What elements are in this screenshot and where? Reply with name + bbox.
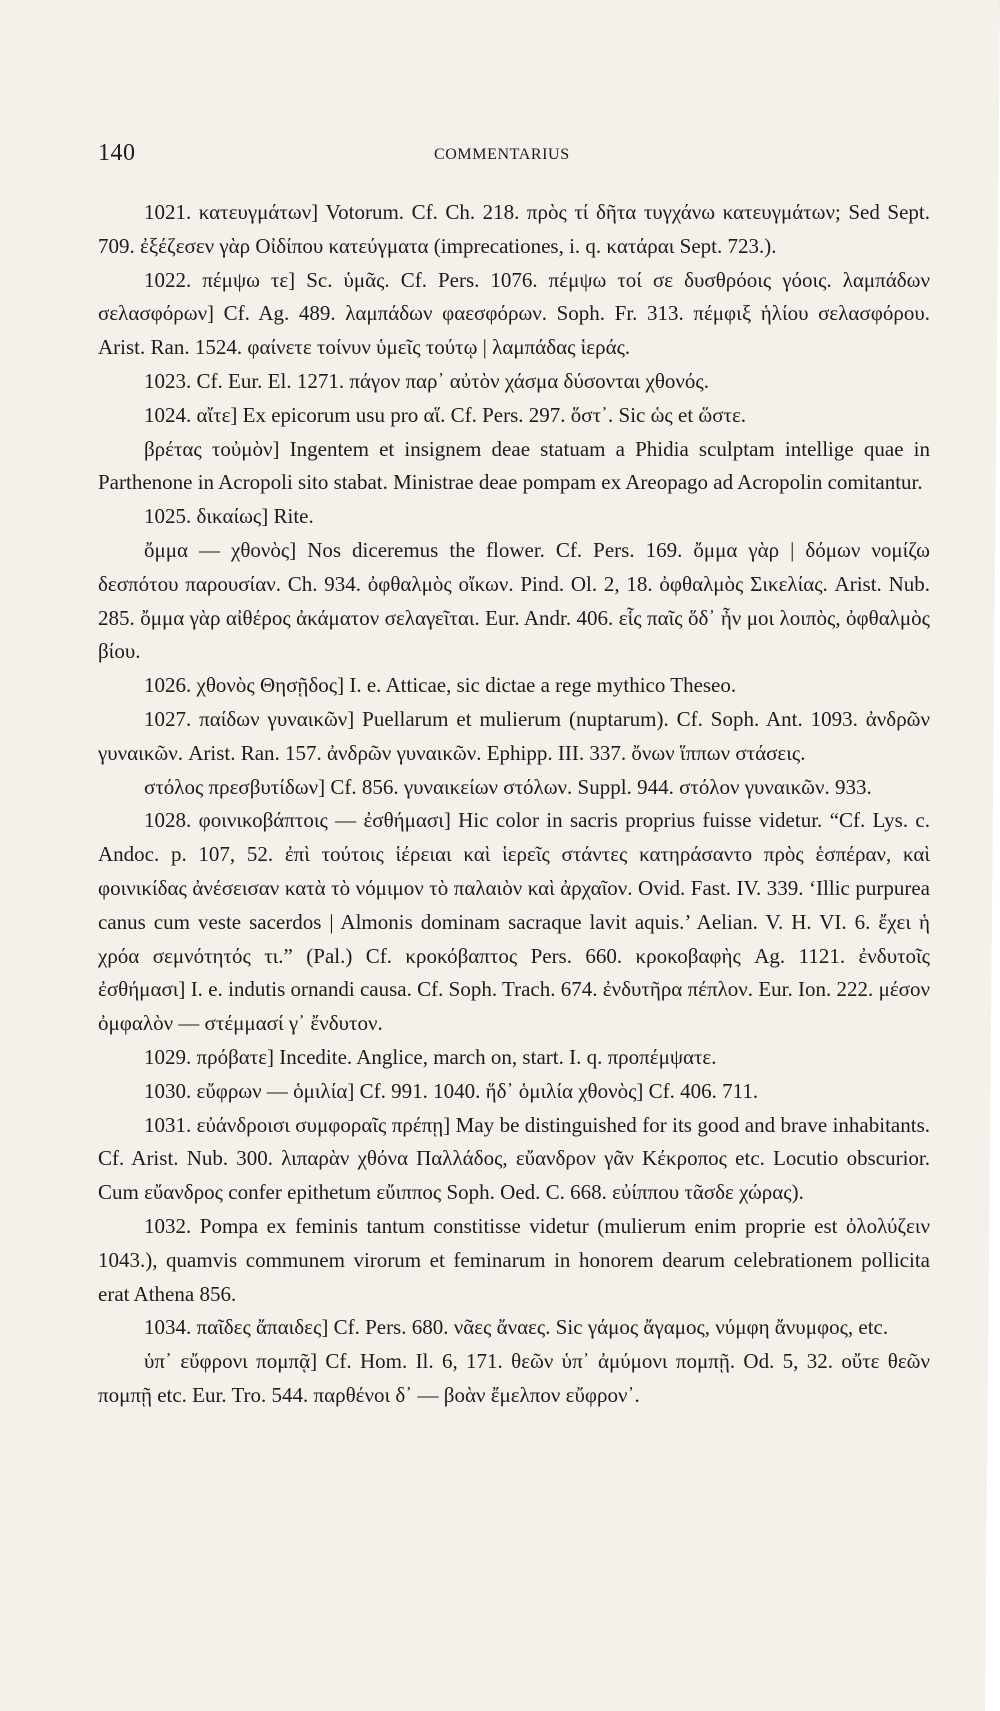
page-header — [98, 140, 898, 180]
note-1027-stolos: στόλος πρεσβυτίδων] Cf. 856. γυναικείων στόλων. Suppl. 944. στόλον γυναικῶν. 933. — [144, 774, 872, 799]
note-1034-pompa: ὑπ᾽ εὔφρονι πομπᾷ] Cf. Hom. Il. 6, 171. θεῶν ὑπ᾽ ἀμύμονι πομπῇ. Od. 5, 32. οὔτε θεῶν πομπῇ etc. Eur. Tro. 544. παρθένοι δ᾽ — βοὰν ἔμελπον εὔφρον᾽. — [98, 1349, 930, 1407]
note-1031: 1031. εὐάνδροισι συμφοραῖς πρέπῃ] May be distinguished for its good and brave inhabitants. Cf. Arist. Nub. 300. λιπαρὰν χθόνα Παλλάδος, εὔανδρον γᾶν Κέκροπος etc. Locutio obscurior. Cum εὔανδρος confer epithetum εὔιππος Soph. Oed. C. 668. εὐίππου τᾶσδε χώρας). — [98, 1112, 930, 1205]
note-1032: 1032. Pompa ex feminis tantum constitisse videtur (mulierum enim proprie est ὀλολύζειν 1043.), quamvis communem virorum et feminarum in honorem dearum celebrationem pollicita erat Athena 856. — [98, 1213, 930, 1306]
note-1026: 1026. χθονὸς Θησῇδος] I. e. Atticae, sic dictae a rege mythico Theseo. — [144, 673, 737, 698]
note-1027: 1027. παίδων γυναικῶν] Puellarum et mulierum (nuptarum). Cf. Soph. Ant. 1093. ἀνδρῶν γυναικῶν. Arist. Ran. 157. ἀνδρῶν γυναικῶν. Ephipp. III. 337. ὄνων ἵππων στάσεις. — [98, 706, 930, 765]
note-1030: 1030. εὔφρων — ὁμιλία] Cf. 991. 1040. ἥδ᾽ ὁμιλία χθονὸς] Cf. 406. 711. — [144, 1078, 759, 1103]
note-1028: 1028. φοινικοβάπτοις — ἐσθήμασι] Hic color in sacris proprius fuisse videtur. “Cf. Lys. c. Andoc. p. 107, 52. ἐπὶ τούτοις ἱέρειαι καὶ ἱερεῖς στάντες κατηράσαντο πρὸς ἑσπέραν, καὶ φοινικίδας ἀνέσεισαν κατὰ τὸ νόμιμον τὸ παλαιὸν καὶ ἀρχαῖον. Ovid. Fast. IV. 339. ‘Illic purpurea canus cum veste sacerdos | Almonis dominam sacraque lavit aquis.’ Aelian. V. H. VI. 6. ἔχει ἡ χρόα σεμνότητός τι.” (Pal.) Cf. κροκόβαπτος Pers. 660. κροκοβαφὴς Ag. 1121. ἐνδυτοῖς ἐσθήμασι] I. e. indutis ornandi causa. Cf. Soph. Trach. 674. ἐνδυτῆρα πέπλον. Eur. Ion. 222. μέσον ὀμφαλὸν — στέμμασί γ᾽ ἔνδυτον. — [98, 808, 930, 1036]
note-1025-omma: ὄμμα — χθονὸς] Nos diceremus the flower. Cf. Pers. 169. ὄμμα γὰρ | δόμων νομίζω δεσπότου παρουσίαν. Ch. 934. ὀφθαλμὸς οἴκων. Pind. Ol. 2, 18. ὀφθαλμὸς Σικελίας. Arist. Nub. 285. ὄμμα γὰρ αἰθέρος ἀκάματον σελαγεῖται. Eur. Andr. 406. εἷς παῖς ὅδ᾽ ἦν μοι λοιπὸς, ὀφθαλμὸς βίου. — [98, 537, 930, 664]
note-1023: 1023. Cf. Eur. El. 1271. πάγον παρ᾽ αὐτὸν χάσμα δύσονται χθονός. — [144, 368, 709, 393]
note-1021: 1021. κατευγμάτων] Votorum. Cf. Ch. 218. πρὸς τί δῆτα τυγχάνω κατευγμάτων; Sed Sept. 709. ἐξέζεσεν γὰρ Οἰδίπου κατεύγματα (imprecationes, i. q. κατάραι Sept. 723.). — [98, 200, 930, 258]
note-1022: 1022. πέμψω τε] Sc. ὑμᾶς. Cf. Pers. 1076. πέμψω τοί σε δυσθρόοις γόοις. λαμπάδων σελασφόρων] Cf. Ag. 489. λαμπάδων φαεσφόρων. Soph. Fr. 313. πέμφιξ ἡλίου σελασφόρου. Arist. Ran. 1524. φαίνετε τοίνυν ὑμεῖς τούτῳ | λαμπάδας ἱεράς. — [98, 267, 930, 360]
note-1024-bretas: βρέτας τοὐμὸν] Ingentem et insignem deae statuam a Phidia sculptam intellige quae in Parthenone in Acropoli sito stabat. Ministrae deae pompam ex Areopago ad Acropolin comitantur. — [98, 436, 930, 495]
note-1024: 1024. αἴτε] Ex epicorum usu pro αἵ. Cf. Pers. 297. ὅστ᾽. Sic ὡς et ὥστε. — [144, 402, 747, 427]
page-number: 140 — [98, 140, 136, 166]
commentary-body — [98, 196, 930, 1413]
running-head: COMMENTARIUS — [434, 146, 570, 163]
note-1034: 1034. παῖδες ἄπαιδες] Cf. Pers. 680. νᾶες ἄναες. Sic γάμος ἄγαμος, νύμφη ἄνυμφος, etc. — [144, 1315, 889, 1340]
note-1025: 1025. δικαίως] Rite. — [144, 504, 314, 529]
note-1029: 1029. πρόβατε] Incedite. Anglice, march on, start. I. q. προπέμψατε. — [144, 1044, 717, 1069]
